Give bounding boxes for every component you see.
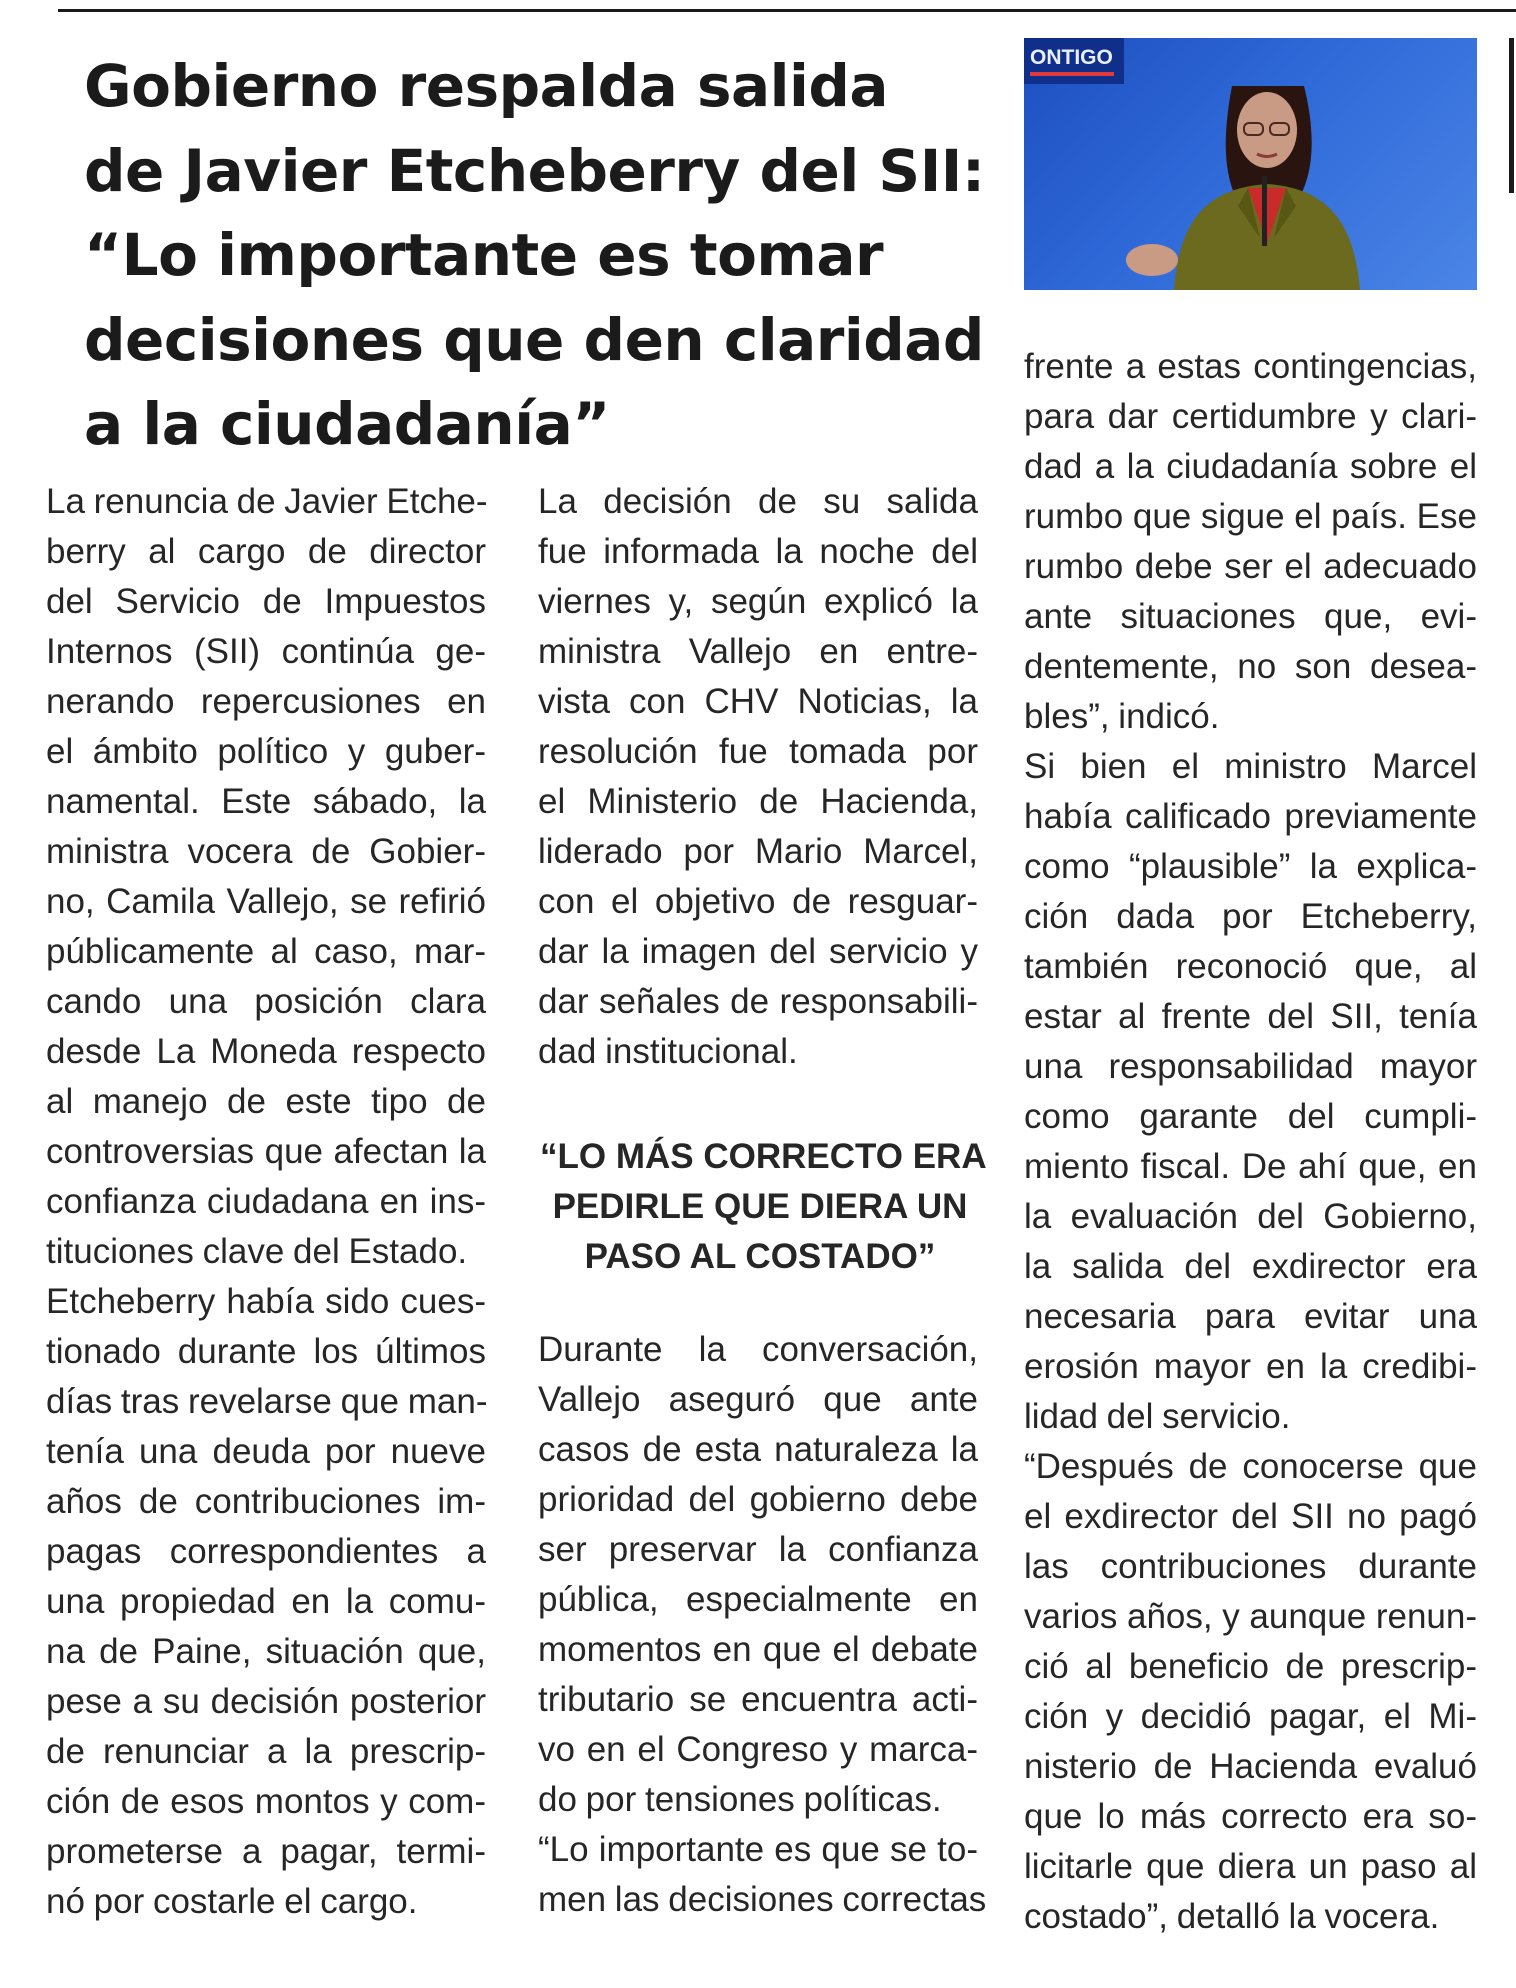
text-line: namental. Este sábado, la bbox=[46, 782, 486, 821]
text-line: cando una posición clara bbox=[46, 982, 486, 1021]
text-line: ser preservar la confianza bbox=[538, 1530, 978, 1569]
text-line: la salida del exdirector era bbox=[1024, 1247, 1477, 1286]
text-line: había calificado previamente bbox=[1024, 797, 1477, 836]
text-line: el exdirector del SII no pagó bbox=[1024, 1497, 1477, 1536]
text-line: vista con CHV Noticias, la bbox=[538, 682, 978, 721]
text-line: Si bien el ministro Marcel bbox=[1024, 747, 1477, 786]
text-line: públicamente al caso, mar- bbox=[46, 932, 486, 971]
text-line: fue informada la noche del bbox=[538, 532, 978, 571]
subheading-line: PASO AL COSTADO” bbox=[584, 1237, 936, 1276]
top-rule bbox=[58, 9, 1516, 12]
text-line: tributario se encuentra acti- bbox=[538, 1680, 978, 1719]
text-line: con el objetivo de resguar- bbox=[538, 882, 978, 921]
text-line: na de Paine, situación que, bbox=[46, 1632, 486, 1671]
text-line: lidad del servicio. bbox=[1024, 1397, 1291, 1436]
text-line: Durante la conversación, bbox=[538, 1330, 978, 1369]
text-line: tionado durante los últimos bbox=[46, 1332, 486, 1371]
text-line: costado”, detalló la vocera. bbox=[1024, 1897, 1440, 1936]
text-line: licitarle que diera un paso al bbox=[1024, 1847, 1477, 1886]
headline bbox=[84, 44, 984, 467]
text-line: resolución fue tomada por bbox=[538, 732, 978, 771]
text-line: controversias que afectan la bbox=[46, 1132, 486, 1171]
spokesperson-photo bbox=[1024, 38, 1477, 290]
text-line: una propiedad en la comu- bbox=[46, 1582, 486, 1621]
text-line: prometerse a pagar, termi- bbox=[46, 1832, 486, 1871]
text-line: para dar certidumbre y clari- bbox=[1024, 397, 1477, 436]
text-line: men las decisiones correctas bbox=[538, 1880, 987, 1919]
subheading bbox=[540, 1132, 987, 1282]
text-line: estar al frente del SII, tenía bbox=[1024, 997, 1477, 1036]
text-line: como garante del cumpli- bbox=[1024, 1097, 1477, 1136]
article-column-2-top bbox=[538, 477, 978, 1077]
text-line: bles”, indicó. bbox=[1024, 697, 1220, 736]
text-line: La decisión de su salida bbox=[538, 482, 978, 521]
text-line: Internos (SII) continúa ge- bbox=[46, 632, 486, 671]
text-line: dar la imagen del servicio y bbox=[538, 932, 978, 971]
text-line: días tras revelarse que man- bbox=[46, 1382, 488, 1421]
subheading-line: PEDIRLE QUE DIERA UN bbox=[552, 1187, 968, 1226]
text-line: varios años, y aunque renun- bbox=[1024, 1597, 1477, 1636]
headline-line: de Javier Etcheberry del SII: bbox=[84, 136, 985, 205]
text-line: desde La Moneda respecto bbox=[46, 1032, 486, 1071]
text-line: del Servicio de Impuestos bbox=[46, 582, 486, 621]
text-line: rumbo debe ser el adecuado bbox=[1024, 547, 1477, 586]
text-line: pagas correspondientes a bbox=[46, 1532, 486, 1571]
text-line: rumbo que sigue el país. Ese bbox=[1024, 497, 1477, 536]
headline-line: a la ciudadanía” bbox=[84, 390, 610, 458]
text-line: ció al beneficio de prescrip- bbox=[1024, 1647, 1477, 1686]
text-line: erosión mayor en la credibi- bbox=[1024, 1347, 1477, 1386]
text-line: “Después de conocerse que bbox=[1024, 1447, 1477, 1486]
text-line: casos de esta naturaleza la bbox=[538, 1430, 978, 1469]
text-line: de renunciar a la prescrip- bbox=[46, 1732, 486, 1771]
text-line: también reconoció que, al bbox=[1024, 947, 1477, 986]
text-line: Vallejo aseguró que ante bbox=[538, 1380, 978, 1419]
text-line: una responsabilidad mayor bbox=[1024, 1047, 1477, 1086]
text-line: las contribuciones durante bbox=[1024, 1547, 1477, 1586]
text-line: al manejo de este tipo de bbox=[46, 1082, 486, 1121]
text-line: ción dada por Etcheberry, bbox=[1024, 897, 1477, 936]
text-line: momentos en que el debate bbox=[538, 1630, 978, 1669]
text-line: miento fiscal. De ahí que, en bbox=[1024, 1147, 1477, 1186]
text-line: ción de esos montos y com- bbox=[46, 1782, 486, 1821]
text-line: pública, especialmente en bbox=[538, 1580, 978, 1619]
text-line: la evaluación del Gobierno, bbox=[1024, 1197, 1477, 1236]
text-line: confianza ciudadana en ins- bbox=[46, 1182, 486, 1221]
text-line: ción y decidió pagar, el Mi- bbox=[1024, 1697, 1477, 1736]
text-line: que lo más correcto era so- bbox=[1024, 1797, 1477, 1836]
text-line: nó por costarle el cargo. bbox=[46, 1882, 418, 1921]
subheading-line: “LO MÁS CORRECTO ERA bbox=[540, 1137, 987, 1176]
backdrop-logo-text: ONTIGO bbox=[1030, 46, 1113, 69]
text-line: vo en el Congreso y marca- bbox=[538, 1730, 978, 1769]
text-line: no, Camila Vallejo, se refirió bbox=[46, 882, 486, 921]
text-line: ministra Vallejo en entre- bbox=[538, 632, 978, 671]
text-line: dad institucional. bbox=[538, 1032, 798, 1071]
text-line: liderado por Mario Marcel, bbox=[538, 832, 978, 871]
article-column-2-bottom bbox=[538, 1325, 987, 1925]
text-line: do por tensiones políticas. bbox=[538, 1780, 942, 1819]
person-illustration bbox=[1024, 38, 1477, 290]
text-line: tenía una deuda por nueve bbox=[46, 1432, 486, 1471]
article-column-1 bbox=[46, 477, 486, 1927]
headline-line: decisiones que den claridad bbox=[84, 305, 984, 374]
text-line: prioridad del gobierno debe bbox=[538, 1480, 978, 1519]
article-column-3 bbox=[1024, 342, 1477, 1942]
text-line: Etcheberry había sido cues- bbox=[46, 1282, 486, 1321]
text-line: como “plausible” la explica- bbox=[1024, 847, 1477, 886]
text-line: el ámbito político y guber- bbox=[46, 732, 486, 771]
column-rule bbox=[1509, 38, 1514, 193]
headline-line: “Lo importante es tomar bbox=[84, 221, 884, 289]
text-line: tituciones clave del Estado. bbox=[46, 1232, 468, 1271]
text-line: “Lo importante es que se to- bbox=[538, 1830, 978, 1869]
text-line: pese a su decisión posterior bbox=[46, 1682, 486, 1721]
text-line: años de contribuciones im- bbox=[46, 1482, 486, 1521]
text-line: nisterio de Hacienda evaluó bbox=[1024, 1747, 1477, 1786]
text-line: el Ministerio de Hacienda, bbox=[538, 782, 978, 821]
text-line: dar señales de responsabili- bbox=[538, 982, 978, 1021]
text-line: La renuncia de Javier Etche- bbox=[46, 482, 488, 521]
text-line: ministra vocera de Gobier- bbox=[46, 832, 486, 871]
text-line: dentemente, no son desea- bbox=[1024, 647, 1477, 686]
text-line: frente a estas contingencias, bbox=[1024, 347, 1477, 386]
text-line: viernes y, según explicó la bbox=[538, 582, 978, 621]
text-line: dad a la ciudadanía sobre el bbox=[1024, 447, 1477, 486]
text-line: nerando repercusiones en bbox=[46, 682, 486, 721]
text-line: ante situaciones que, evi- bbox=[1024, 597, 1477, 636]
text-line: necesaria para evitar una bbox=[1024, 1297, 1477, 1336]
headline-line: Gobierno respalda salida bbox=[84, 52, 889, 120]
text-line: berry al cargo de director bbox=[46, 532, 486, 571]
